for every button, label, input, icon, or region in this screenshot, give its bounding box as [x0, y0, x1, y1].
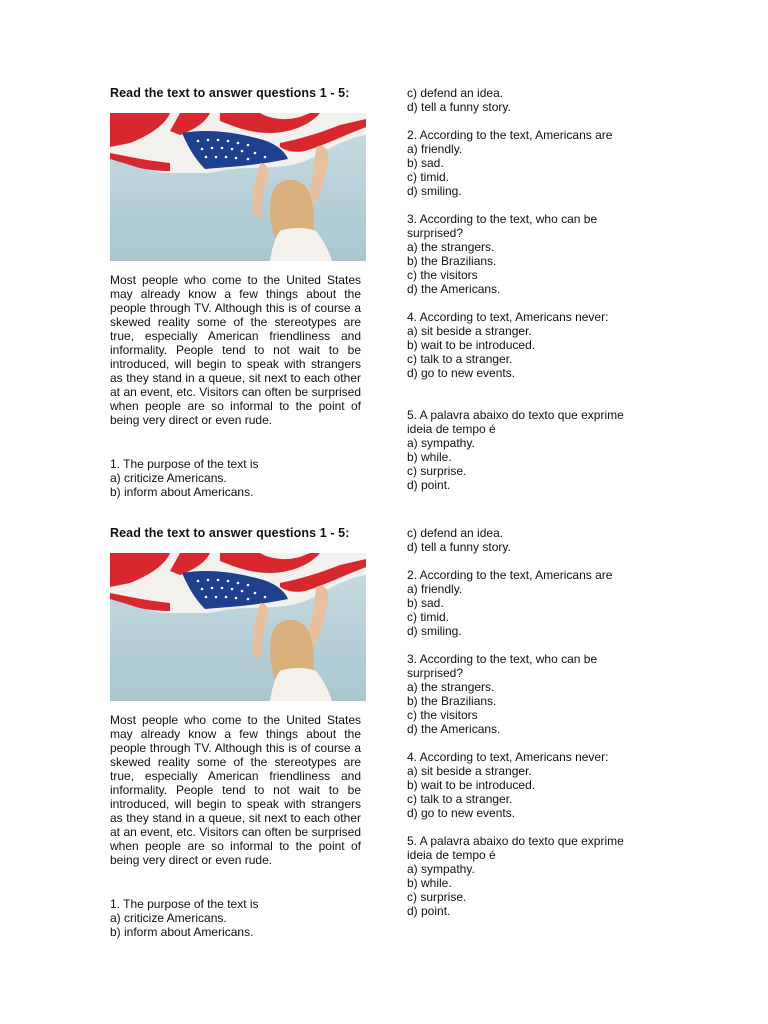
- question-2-option-b[interactable]: b) sad.: [407, 156, 444, 170]
- question-2: [407, 568, 667, 638]
- question-5-text-line-1: 5. A palavra abaixo do texto que exprime: [407, 834, 624, 848]
- question-5-option-c[interactable]: c) surprise.: [407, 464, 467, 478]
- question-1-option-d[interactable]: d) tell a funny story.: [407, 540, 511, 554]
- question-4-option-d[interactable]: d) go to new events.: [407, 806, 516, 820]
- question-3-option-b[interactable]: b) the Brazilians.: [407, 694, 497, 708]
- question-4-text: 4. According to text, Americans never:: [407, 750, 609, 764]
- question-1-option-b[interactable]: b) inform about Americans.: [110, 485, 254, 499]
- question-3-text-line-1: 3. According to the text, who can be: [407, 212, 598, 226]
- question-2-option-b[interactable]: b) sad.: [407, 596, 444, 610]
- question-2-option-c[interactable]: c) timid.: [407, 610, 449, 624]
- question-2-option-a[interactable]: a) friendly.: [407, 582, 463, 596]
- question-5-option-b[interactable]: b) while.: [407, 450, 452, 464]
- flag-photo: [110, 553, 366, 701]
- question-2-option-c[interactable]: c) timid.: [407, 170, 449, 184]
- question-5: [407, 834, 667, 918]
- question-1-continued: [407, 86, 667, 114]
- question-1-option-b[interactable]: b) inform about Americans.: [110, 925, 254, 939]
- question-3-option-a[interactable]: a) the strangers.: [407, 680, 495, 694]
- question-5: [407, 408, 667, 492]
- question-2: [407, 128, 667, 198]
- question-1-continued: [407, 526, 667, 554]
- question-3-option-c[interactable]: c) the visitors: [407, 708, 478, 722]
- section-heading: Read the text to answer questions 1 - 5:: [110, 86, 350, 100]
- question-2-option-a[interactable]: a) friendly.: [407, 142, 463, 156]
- question-2-text: 2. According to the text, Americans are: [407, 568, 613, 582]
- question-1-option-d[interactable]: d) tell a funny story.: [407, 100, 511, 114]
- question-2-text: 2. According to the text, Americans are: [407, 128, 613, 142]
- question-2-option-d[interactable]: d) smiling.: [407, 624, 462, 638]
- question-3-option-d[interactable]: d) the Americans.: [407, 722, 501, 736]
- question-1-option-c[interactable]: c) defend an idea.: [407, 86, 504, 100]
- question-3-option-b[interactable]: b) the Brazilians.: [407, 254, 497, 268]
- question-3-text-line-2: surprised?: [407, 666, 464, 680]
- question-5-option-c[interactable]: c) surprise.: [407, 890, 467, 904]
- question-5-text-line-1: 5. A palavra abaixo do texto que exprime: [407, 408, 624, 422]
- question-5-option-a[interactable]: a) sympathy.: [407, 436, 475, 450]
- question-1-option-a[interactable]: a) criticize Americans.: [110, 471, 227, 485]
- question-5-option-a[interactable]: a) sympathy.: [407, 862, 475, 876]
- reading-passage: Most people who come to the United States may already know a few things about the people through TV. Although this is of course a skewed reality some of the stereotypes are true, especially American friendliness and informality. People tend to not wait to be introduced, will begin to speak with strangers as they stand in a queue, sit next to each other at an event, etc. Visitors can often be surprised when people are so informal to the point of being very direct or even rude.: [110, 713, 361, 867]
- question-5-option-b[interactable]: b) while.: [407, 876, 452, 890]
- question-4-option-c[interactable]: c) talk to a stranger.: [407, 352, 513, 366]
- question-3-text-line-2: surprised?: [407, 226, 464, 240]
- question-4: [407, 750, 667, 820]
- worksheet-section-1: [0, 84, 768, 524]
- worksheet-section-2: [0, 524, 768, 964]
- question-5-option-d[interactable]: d) point.: [407, 478, 451, 492]
- question-4-option-c[interactable]: c) talk to a stranger.: [407, 792, 513, 806]
- question-3-option-d[interactable]: d) the Americans.: [407, 282, 501, 296]
- question-2-option-d[interactable]: d) smiling.: [407, 184, 462, 198]
- section-heading: Read the text to answer questions 1 - 5:: [110, 526, 350, 540]
- woman-with-flag-illustration: [110, 113, 366, 261]
- question-1-text: 1. The purpose of the text is: [110, 457, 259, 471]
- question-3-option-a[interactable]: a) the strangers.: [407, 240, 495, 254]
- question-5-text-line-2: ideia de tempo é: [407, 848, 496, 862]
- question-3-option-c[interactable]: c) the visitors: [407, 268, 478, 282]
- question-4-option-b[interactable]: b) wait to be introduced.: [407, 338, 536, 352]
- question-3-text-line-1: 3. According to the text, who can be: [407, 652, 598, 666]
- question-4-text: 4. According to text, Americans never:: [407, 310, 609, 324]
- right-column: [407, 86, 667, 492]
- question-4-option-a[interactable]: a) sit beside a stranger.: [407, 324, 532, 338]
- question-4-option-a[interactable]: a) sit beside a stranger.: [407, 764, 532, 778]
- question-4: [407, 310, 667, 380]
- question-4-option-d[interactable]: d) go to new events.: [407, 366, 516, 380]
- question-1-option-c[interactable]: c) defend an idea.: [407, 526, 504, 540]
- question-1-option-a[interactable]: a) criticize Americans.: [110, 911, 227, 925]
- question-1: [110, 897, 259, 939]
- question-5-option-d[interactable]: d) point.: [407, 904, 451, 918]
- flag-photo: [110, 113, 366, 261]
- question-5-text-line-2: ideia de tempo é: [407, 422, 496, 436]
- question-4-option-b[interactable]: b) wait to be introduced.: [407, 778, 536, 792]
- question-1-text: 1. The purpose of the text is: [110, 897, 259, 911]
- woman-with-flag-illustration: [110, 553, 366, 701]
- right-column: [407, 526, 667, 918]
- question-3: [407, 212, 667, 296]
- question-1: [110, 457, 259, 499]
- reading-passage: Most people who come to the United States may already know a few things about the people through TV. Although this is of course a skewed reality some of the stereotypes are true, especially American friendliness and informality. People tend to not wait to be introduced, will begin to speak with strangers as they stand in a queue, sit next to each other at an event, etc. Visitors can often be surprised when people are so informal to the point of being very direct or even rude.: [110, 273, 361, 427]
- question-3: [407, 652, 667, 736]
